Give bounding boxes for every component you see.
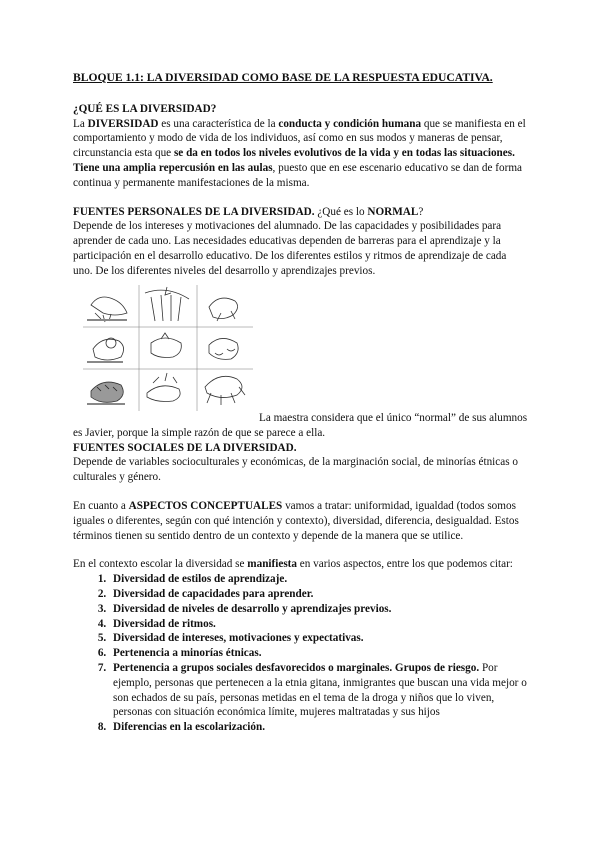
figure-caption-line2: es Javier, porque la simple razón de que se parece a ella. (73, 426, 326, 439)
list-item-text: Diversidad de capacidades para aprender. (113, 587, 314, 600)
text-run: ? (418, 205, 424, 218)
list-item (109, 661, 528, 720)
list-item-text: Pertenencia a grupos sociales desfavorecidos o marginales. Grupos de riesgo. (113, 661, 480, 674)
figure-row (73, 283, 528, 439)
heading-fuentes-sociales: FUENTES SOCIALES DE LA DIVERSIDAD. (73, 441, 297, 454)
bold-run: conducta y condición humana (278, 117, 422, 130)
bold-run: NORMAL (367, 205, 419, 218)
list-item-text: Diferencias en la escolarización. (113, 721, 266, 734)
list-item-text: Diversidad de estilos de aprendizaje. (113, 573, 288, 586)
list-item (109, 602, 528, 617)
figure-caption-line1: La maestra considera que el único “normal” de sus alumnos (259, 411, 528, 424)
text-run: en varios aspectos, entre los que podemos citar: (297, 558, 513, 571)
list-item (109, 617, 528, 632)
cartoon-grid-image (81, 283, 255, 413)
text-run: En cuanto a (73, 499, 129, 512)
list-item-detail: Por ejemplo, personas que pertenecen a la etnia gitana, inmigrantes que buscan una vida mejor o son echados de su país, personas metidas en el tema de la droga y niños que lo viven, personas con situación económica límite, mujeres maltratadas y sus hijos (113, 661, 527, 719)
bold-run: manifiesta (247, 558, 297, 571)
text-run: En el contexto escolar la diversidad se (73, 558, 248, 571)
text-run: ¿Qué es lo (314, 205, 368, 218)
text-run: es una característica de la (158, 117, 279, 130)
list-item (109, 587, 528, 602)
list-item (109, 572, 528, 587)
list-item (109, 720, 528, 735)
page-title: BLOQUE 1.1: LA DIVERSIDAD COMO BASE DE LA RESPUESTA EDUCATIVA. (73, 71, 493, 84)
paragraph-fuentes-personales: Depende de los intereses y motivaciones del alumnado. De las capacidades y posibilidades para aprender de cada uno. Las necesidades educativas dependen de barreras para el aprendizaje y la participación en el desarrollo educativo. De los diferentes estilos y ritmos de aprendizaje de cada uno. De los diferentes niveles del desarrollo y aprendizajes previos. (73, 220, 507, 277)
text-run: La (73, 117, 88, 130)
list-item-text: Diversidad de ritmos. (113, 617, 216, 630)
document-body (73, 71, 528, 735)
list-item (109, 631, 528, 646)
text-run: , puesto que en ese escenario educativo se dan de forma continua y permanente manifestaciones de la misma. (73, 161, 522, 189)
bold-run: DIVERSIDAD (87, 117, 159, 130)
heading-bold: FUENTES PERSONALES DE LA DIVERSIDAD. (73, 205, 315, 218)
text-run: vamos a tratar: uniformidad, igualdad (todos somos iguales o diferentes, según con qué intención y contexto), diversidad, diferencia, desigualdad. Estos términos tienen su sentido dentro de un contexto y depende de la manera que se utilice. (73, 499, 519, 542)
paragraph-contexto-escolar (73, 557, 528, 572)
heading-fuentes-personales (73, 205, 528, 220)
cartoon-illustration (81, 283, 255, 413)
text-run: que se manifiesta en el comportamiento y modo de vida de los individuos, así como en sus modos y maneras de pensar, circunstancia esta que (73, 117, 526, 160)
list-item (109, 646, 528, 661)
paragraph-fuentes-sociales: Depende de variables socioculturales y económicas, de la marginación social, de minorías étnicas o culturales y género. (73, 456, 518, 484)
paragraph-definition (73, 117, 528, 191)
list-item-text: Pertenencia a minorías étnicas. (113, 647, 262, 660)
heading-que-es-diversidad: ¿QUÉ ES LA DIVERSIDAD? (73, 102, 217, 115)
bold-run: se da en todos los niveles evolutivos de la vida y en todas las situaciones. Tiene una amplia repercusión en las aulas (73, 147, 515, 174)
bold-run: ASPECTOS CONCEPTUALES (128, 499, 283, 512)
list-item-text: Diversidad de intereses, motivaciones y expectativas. (113, 632, 364, 645)
list-item-text: Diversidad de niveles de desarrollo y aprendizajes previos. (113, 602, 392, 615)
diversity-list (73, 572, 528, 735)
paragraph-aspectos-conceptuales (73, 499, 528, 543)
